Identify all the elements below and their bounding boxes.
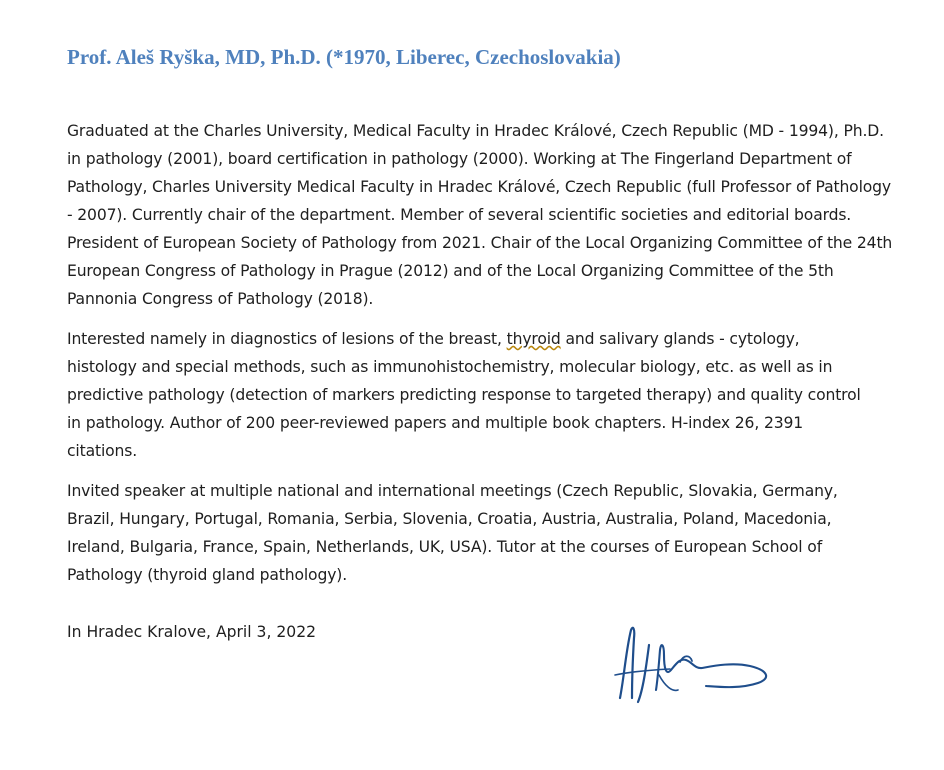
handwritten-signature [610,620,780,715]
document-title: Prof. Aleš Ryška, MD, Ph.D. (*1970, Liberec, Czechoslovakia) [67,45,621,69]
closing-place-date: In Hradec Kralove, April 3, 2022 [67,623,317,641]
paragraph-education-career: Graduated at the Charles University, Medical Faculty in Hradec Králové, Czech Republic (MD - 1994), Ph.D. in pathology (2001), board certification in pathology (2000). Working at The Fingerland Department of Pathology, Charles University Medical Faculty in Hradec Králové, Czech Republic (full Professor of Pathology - 2007). Currently chair of the department. Member of several scientific societies and editorial boards. President of European Society of Pathology from 2021. Chair of the Local Organizing Committee of the 24th European Congress of Pathology in Prague (2012) and of the Local Organizing Committee of the 5th Pannonia Congress of Pathology (2018). [67,122,893,308]
paragraph-research-interests [67,325,867,465]
paragraph-research-interests-start: Interested namely in diagnostics of lesions of the breast, [67,330,507,348]
paragraph-invited-speaker: Invited speaker at multiple national and international meetings (Czech Republic, Slovakia, Germany, Brazil, Hungary, Portugal, Romania, Serbia, Slovenia, Croatia, Austria, Australia, Poland, Macedonia, Ireland, Bulgaria, France, Spain, Netherlands, UK, USA). Tutor at the courses of European School of Pathology (thyroid gland pathology). [67,482,838,584]
spellcheck-flagged-word[interactable]: thyroid [506,330,561,348]
document-body [67,117,897,601]
paragraph-research-interests-end: and salivary glands - cytology, histology and special methods, such as immunohistochemistry, molecular biology, etc. as well as in predictive pathology (detection of markers predicting response to targeted therapy) and quality control in pathology. Author of 200 peer-reviewed papers and multiple book chapters. H-index 26, 2391 citations. [67,330,861,460]
